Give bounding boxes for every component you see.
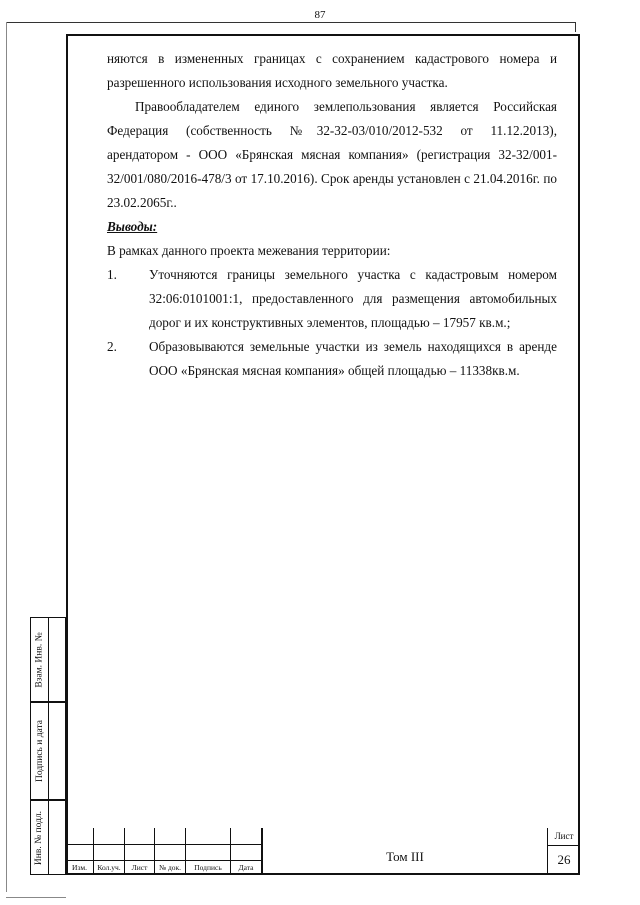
stamp-label-vzam: Взам. Инв. № — [34, 631, 45, 688]
stamp-cell-inv — [30, 800, 66, 875]
document-title: Том III — [262, 828, 547, 875]
top-rule-tick — [575, 22, 576, 32]
paragraph-continuation: няются в измененных границах с сохранением кадастрового номера и разрешенного использования исходного земельного участка. — [107, 51, 557, 90]
conclusions-heading: Выводы: — [107, 219, 158, 234]
paragraph-owner: Правообладателем единого землепользования является Российская Федерация (собственность №32-32-03/010/2012-532 от 11.12.2013), арендатором - ООО «Брянская мясная компания» (регистрация 32-32/001-32/001/080/2016-478/3 от 17.10.2016). Срок аренды установлен с 21.04.2016г. по 23.02.2065г.. — [107, 99, 557, 210]
col-izm: Изм. — [66, 861, 94, 875]
revision-grid — [66, 828, 262, 875]
list-item-number: 2. — [107, 339, 117, 354]
left-edge-rule — [6, 22, 7, 892]
sheet-label: Лист — [548, 828, 580, 846]
col-data: Дата — [231, 861, 262, 875]
col-list: Лист — [125, 861, 155, 875]
stamp-label-inv: Инв. № подл. — [34, 810, 45, 865]
list-item-number: 1. — [107, 267, 117, 282]
stamp-cell-podpis — [30, 702, 66, 800]
bottom-rule — [6, 897, 66, 898]
page-number: 87 — [314, 9, 326, 21]
sheet-number: 26 — [557, 852, 571, 867]
list-item-text: Уточняются границы земельного участка с кадастровым номером 32:06:0101001:1, предоставленного для размещения автомобильных дорог и их конструктивных элементов, площадью – 17957 кв.м.; — [149, 267, 557, 330]
conclusions-intro: В рамках данного проекта межевания территории: — [107, 243, 391, 258]
list-item — [107, 263, 557, 335]
list-item-text: Образовываются земельные участки из земель находящихся в аренде ООО «Брянская мясная компания» общей площадью – 11338кв.м. — [149, 339, 557, 378]
title-block — [66, 828, 580, 875]
col-kol-uch: Кол.уч. — [94, 861, 125, 875]
sheet-box — [547, 828, 580, 875]
col-podpis: Подпись — [186, 861, 231, 875]
top-rule — [6, 22, 576, 23]
document-body — [107, 47, 557, 383]
col-nom-dok: № док. — [155, 861, 186, 875]
list-item — [107, 335, 557, 383]
conclusions-list — [107, 263, 557, 383]
stamp-label-podpis: Подпись и дата — [34, 719, 45, 783]
stamp-cell-vzam — [30, 617, 66, 702]
side-stamp — [30, 617, 66, 875]
